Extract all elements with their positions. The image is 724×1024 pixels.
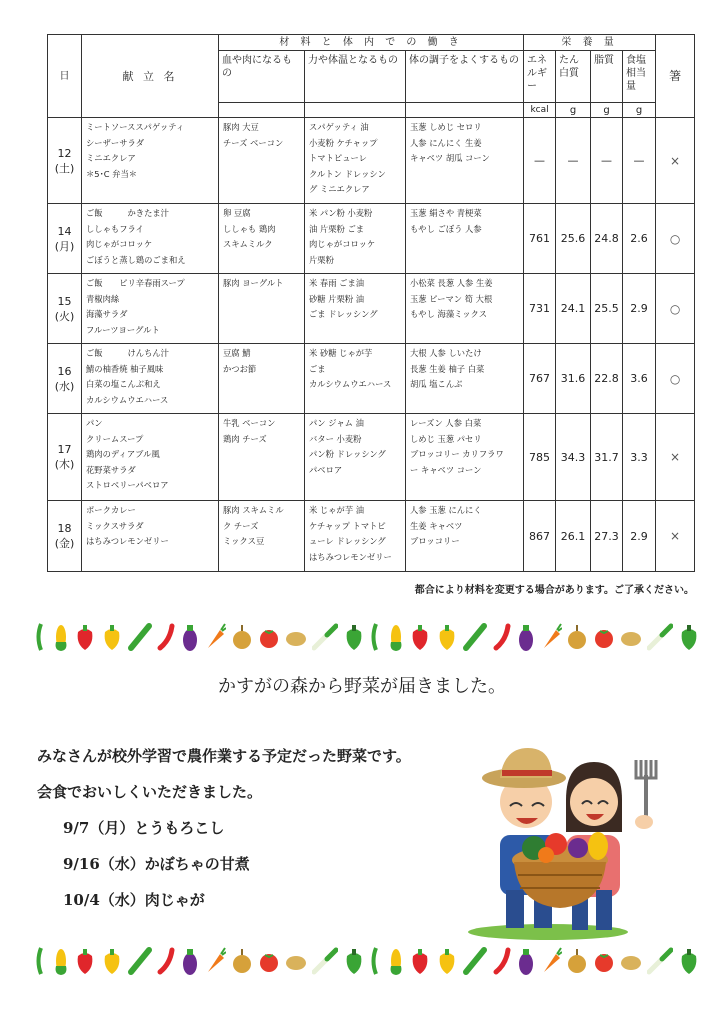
menu-line: ポークカレー — [86, 505, 136, 515]
blood-cell — [219, 414, 305, 501]
menu-row — [48, 344, 695, 414]
menu-line: ミートソーススパゲッティ — [86, 122, 185, 132]
yellow-pepper-icon — [101, 946, 123, 980]
power-line: ごま — [309, 363, 326, 374]
tomato-icon — [258, 622, 280, 656]
power-line: 米 じゃが芋 油 — [309, 505, 365, 515]
power-line: 米 パン粉 小麦粉 — [309, 208, 373, 218]
onion-icon — [231, 946, 253, 980]
power-cell — [305, 501, 406, 572]
blood-line: 豚肉 大豆 — [223, 122, 259, 132]
condition-cell — [406, 204, 524, 274]
condition-line: レーズン 人参 白菜 — [410, 418, 482, 428]
protein-cell: 26.1 — [556, 501, 591, 572]
menu-cell — [82, 501, 219, 572]
blood-line: ク チーズ — [223, 520, 259, 531]
green-pepper-icon — [343, 622, 365, 656]
blood-cell — [219, 344, 305, 414]
chili-icon — [492, 946, 512, 980]
power-line: 小麦粉 ケチャップ — [309, 137, 378, 148]
power-line: 米 砂糖 じゃが芋 — [309, 348, 373, 358]
condition-line: もやし ごぼう 人参 — [410, 223, 482, 234]
menu-cell — [82, 414, 219, 501]
power-cell — [305, 204, 406, 274]
body-text — [37, 738, 411, 918]
blood-line: かつお節 — [223, 363, 257, 374]
blood-cell — [219, 274, 305, 344]
red-pepper-icon — [409, 622, 431, 656]
menu-line: クリームスープ — [86, 433, 144, 444]
condition-line: 玉葱 ピーマン 筍 大根 — [410, 293, 493, 304]
unit-protein: g — [556, 103, 591, 118]
day-number: 18 — [57, 522, 72, 535]
blood-line: 牛乳 ベーコン — [223, 418, 276, 428]
menu-line: パン — [86, 418, 103, 428]
headline: かすがの森から野菜が届きました。 — [218, 676, 506, 697]
eggplant-icon — [517, 946, 535, 980]
energy-cell: 731 — [524, 274, 556, 344]
power-line: ごま ドレッシング — [309, 309, 378, 319]
potato-icon — [620, 946, 642, 980]
menu-line: ご飯 かきたま汁 — [86, 208, 169, 218]
fat-cell: — — [591, 118, 623, 204]
chili-icon — [156, 946, 176, 980]
onion-icon — [566, 622, 588, 656]
menu-cell — [82, 118, 219, 204]
condition-line: 玉葱 絹さや 青梗菜 — [410, 208, 482, 218]
power-line: 肉じゃがコロッケ — [309, 239, 376, 249]
power-line: ケチャップ トマトピ — [309, 520, 386, 531]
protein-cell: 31.6 — [556, 344, 591, 414]
header-nutrition: 栄 養 量 — [524, 35, 656, 51]
power-line: トマトピューレ — [309, 153, 367, 163]
fat-cell: 24.8 — [591, 204, 623, 274]
header-menu: 献 立 名 — [82, 35, 219, 118]
condition-line: しめじ 玉葱 パセリ — [410, 433, 482, 444]
note-text: 都合により材料を変更する場合があります。ご了承ください。 — [414, 585, 694, 596]
corn-icon — [53, 622, 69, 656]
potato-icon — [285, 622, 307, 656]
power-line: グ ミニエクレア — [309, 184, 370, 194]
red-pepper-icon — [74, 946, 96, 980]
cucumber-icon — [128, 946, 152, 980]
red-pepper-icon — [409, 946, 431, 980]
salt-cell: 3.6 — [623, 344, 656, 414]
yellow-pepper-icon — [436, 622, 458, 656]
menu-cell — [82, 204, 219, 274]
power-line: 砂糖 片栗粉 油 — [309, 293, 365, 304]
power-cell — [305, 118, 406, 204]
farmer-couple-illustration — [448, 740, 678, 940]
day-number: 16 — [57, 364, 72, 378]
green-bean-icon — [34, 946, 48, 980]
condition-line: ブロッコリー — [410, 536, 460, 546]
menu-row — [48, 204, 695, 274]
power-line: バター 小麦粉 — [309, 433, 362, 444]
cucumber-icon — [463, 622, 487, 656]
green-pepper-icon — [678, 946, 700, 980]
red-pepper-icon — [74, 622, 96, 656]
salt-cell: 3.3 — [623, 414, 656, 501]
condition-line: 生姜 キャベツ — [410, 520, 463, 531]
leek-icon — [312, 946, 338, 980]
fat-cell: 25.5 — [591, 274, 623, 344]
condition-cell — [406, 501, 524, 572]
yellow-pepper-icon — [436, 946, 458, 980]
menu-line: ごぼうと蒸し鶏のごま和え — [86, 254, 186, 265]
yellow-pepper-icon — [101, 622, 123, 656]
power-line: 片栗粉 — [309, 254, 334, 265]
header-energy: エネルギー — [524, 51, 556, 103]
power-cell — [305, 344, 406, 414]
fat-cell: 22.8 — [591, 344, 623, 414]
power-line: パン ジャム 油 — [309, 418, 364, 428]
blood-line: チーズ ベーコン — [223, 137, 284, 148]
day-of-week: (土) — [54, 161, 75, 175]
day-cell — [48, 204, 82, 274]
potato-icon — [285, 946, 307, 980]
condition-cell — [406, 414, 524, 501]
energy-cell: 767 — [524, 344, 556, 414]
eggplant-icon — [517, 622, 535, 656]
header-blood: 血や肉になるもの — [219, 51, 305, 103]
vegetable-border-top — [34, 622, 700, 656]
menu-row — [48, 501, 695, 572]
blood-line: 豚肉 ヨーグルト — [223, 278, 284, 288]
menu-line: ミックスサラダ — [86, 520, 144, 531]
chopsticks-mark: ○ — [656, 344, 695, 414]
condition-line: キャベツ 胡瓜 コーン — [410, 153, 490, 163]
body-item-2: 9/16（水）かぼちゃの甘煮 — [63, 855, 250, 873]
blood-cell — [219, 118, 305, 204]
header-protein: たん白質 — [556, 51, 591, 103]
salt-cell: 2.9 — [623, 274, 656, 344]
menu-line: 花野菜サラダ — [86, 464, 136, 475]
corn-icon — [53, 946, 69, 980]
day-cell — [48, 501, 82, 572]
condition-line: もやし 海藻ミックス — [410, 309, 488, 319]
tomato-icon — [593, 946, 615, 980]
day-number: 15 — [57, 294, 72, 308]
leek-icon — [312, 622, 338, 656]
menu-line: 鶏肉のディアブル風 — [86, 449, 160, 459]
menu-cell — [82, 344, 219, 414]
carrot-icon — [204, 622, 226, 656]
power-line: ューレ ドレッシング — [309, 536, 386, 546]
blood-cell — [219, 501, 305, 572]
fat-cell: 27.3 — [591, 501, 623, 572]
protein-cell: 34.3 — [556, 414, 591, 501]
cucumber-icon — [463, 946, 487, 980]
tomato-icon — [258, 946, 280, 980]
chili-icon — [492, 622, 512, 656]
eggplant-icon — [181, 946, 199, 980]
header-condition: 体の調子をよくするもの — [406, 51, 524, 103]
leek-icon — [647, 622, 673, 656]
blood-line: 鶏肉 チーズ — [223, 433, 267, 444]
corn-icon — [388, 622, 404, 656]
condition-line: 人参 玉葱 にんにく — [410, 505, 482, 515]
green-bean-icon — [369, 946, 383, 980]
energy-cell: 785 — [524, 414, 556, 501]
unit-fat: g — [591, 103, 623, 118]
menu-line: カルシウムウエハース — [86, 394, 169, 405]
energy-cell: 761 — [524, 204, 556, 274]
power-line: 米 春雨 ごま油 — [309, 278, 365, 288]
chopsticks-mark: × — [656, 414, 695, 501]
green-pepper-icon — [343, 946, 365, 980]
green-bean-icon — [34, 622, 48, 656]
onion-icon — [231, 622, 253, 656]
day-of-week: (水) — [54, 379, 75, 393]
power-line: クルトン ドレッシン — [309, 168, 386, 179]
menu-line: ご飯 ピリ辛春雨スープ — [86, 278, 185, 288]
day-of-week: (火) — [54, 309, 75, 323]
tomato-icon — [593, 622, 615, 656]
leek-icon — [647, 946, 673, 980]
carrot-icon — [540, 622, 562, 656]
day-cell — [48, 274, 82, 344]
menu-table — [47, 34, 695, 572]
body-line-2: 会食でおいしくいただきました。 — [37, 783, 263, 801]
chopsticks-mark: × — [656, 118, 695, 204]
power-line: はちみつレモンゼリー — [309, 551, 392, 562]
day-of-week: (木) — [54, 458, 75, 471]
eggplant-icon — [181, 622, 199, 656]
menu-line: 肉じゃがコロッケ — [86, 239, 153, 249]
blood-cell — [219, 204, 305, 274]
green-pepper-icon — [678, 622, 700, 656]
header-fat: 脂質 — [591, 51, 623, 103]
blood-line: 豆腐 鯖 — [223, 348, 251, 358]
chopsticks-mark: ○ — [656, 274, 695, 344]
fat-cell: 31.7 — [591, 414, 623, 501]
condition-line: 人参 にんにく 生姜 — [410, 137, 482, 148]
menu-row — [48, 274, 695, 344]
condition-line: ブロッコリー カリフラワ — [410, 449, 504, 459]
chopsticks-mark: ○ — [656, 204, 695, 274]
power-line: パベロア — [309, 464, 343, 475]
corn-icon — [388, 946, 404, 980]
day-number: 14 — [57, 224, 72, 238]
power-cell — [305, 274, 406, 344]
unit-energy: kcal — [524, 103, 556, 118]
header-salt: 食塩相当量 — [623, 51, 656, 103]
day-number: 12 — [57, 146, 72, 160]
header-materials: 材 料 と 体 内 で の 働 き — [219, 35, 524, 51]
day-cell — [48, 118, 82, 204]
green-bean-icon — [369, 622, 383, 656]
chopsticks-mark: × — [656, 501, 695, 572]
condition-line: 玉葱 しめじ セロリ — [410, 122, 482, 132]
menu-row — [48, 118, 695, 204]
menu-line: シーザーサラダ — [86, 137, 144, 148]
condition-cell — [406, 118, 524, 204]
power-line: カルシウムウエハース — [309, 379, 392, 389]
power-cell — [305, 414, 406, 501]
salt-cell: — — [623, 118, 656, 204]
menu-row — [48, 414, 695, 501]
menu-line: ミニエクレア — [86, 153, 136, 163]
carrot-icon — [540, 946, 562, 980]
body-item-1: 9/7（月）とうもろこし — [63, 819, 225, 837]
menu-line: ご飯 けんちん汁 — [86, 348, 169, 358]
protein-cell: — — [556, 118, 591, 204]
condition-line: 大根 人参 しいたけ — [410, 348, 482, 358]
menu-cell — [82, 274, 219, 344]
carrot-icon — [204, 946, 226, 980]
header-power: 力や体温となるもの — [305, 51, 406, 103]
header-chopsticks: 箸 — [656, 35, 695, 118]
day-cell — [48, 414, 82, 501]
menu-line: 鯖の柚香焼 柚子風味 — [86, 363, 164, 374]
condition-cell — [406, 274, 524, 344]
blood-line: スキムミルク — [223, 239, 273, 249]
day-number: 17 — [57, 443, 72, 456]
blood-line: ししゃも 鶏肉 — [223, 223, 276, 234]
condition-line: ー キャベツ コーン — [410, 464, 482, 475]
power-line: 油 片栗粉 ごま — [309, 223, 365, 234]
blood-line: 豚肉 スキムミル — [223, 505, 284, 515]
cucumber-icon — [128, 622, 152, 656]
menu-line: ストロベリーパベロア — [86, 480, 169, 490]
condition-line: 小松菜 長葱 人参 生姜 — [410, 278, 493, 288]
menu-line: フルーツヨーグルト — [86, 324, 160, 335]
protein-cell: 25.6 — [556, 204, 591, 274]
body-item-3: 10/4（水）肉じゃが — [63, 891, 205, 909]
menu-line: ＊5･C 弁当＊ — [86, 168, 138, 179]
salt-cell: 2.6 — [623, 204, 656, 274]
day-of-week: (金) — [54, 537, 75, 550]
salt-cell: 2.9 — [623, 501, 656, 572]
unit-salt: g — [623, 103, 656, 118]
day-cell — [48, 344, 82, 414]
condition-line: 胡瓜 塩こんぶ — [410, 379, 463, 389]
header-day: 日 — [48, 35, 82, 118]
power-line: パン粉 ドレッシング — [309, 449, 386, 459]
menu-line: 青椒肉絲 — [86, 293, 120, 304]
menu-line: ししゃもフライ — [86, 223, 144, 234]
condition-line: 長葱 生姜 柚子 白菜 — [410, 363, 485, 374]
menu-line: はちみつレモンゼリー — [86, 536, 169, 546]
condition-cell — [406, 344, 524, 414]
energy-cell: — — [524, 118, 556, 204]
day-of-week: (月) — [54, 239, 75, 253]
potato-icon — [620, 622, 642, 656]
chili-icon — [156, 622, 176, 656]
blood-line: 卵 豆腐 — [223, 208, 251, 218]
vegetable-border-bottom — [34, 946, 700, 980]
body-line-1: みなさんが校外学習で農作業する予定だった野菜です。 — [37, 747, 411, 765]
energy-cell: 867 — [524, 501, 556, 572]
menu-line: 白菜の塩こんぶ和え — [86, 379, 161, 389]
onion-icon — [566, 946, 588, 980]
menu-line: 海藻サラダ — [86, 309, 128, 319]
protein-cell: 24.1 — [556, 274, 591, 344]
blood-line: ミックス豆 — [223, 536, 265, 546]
power-line: スパゲッティ 油 — [309, 122, 369, 132]
